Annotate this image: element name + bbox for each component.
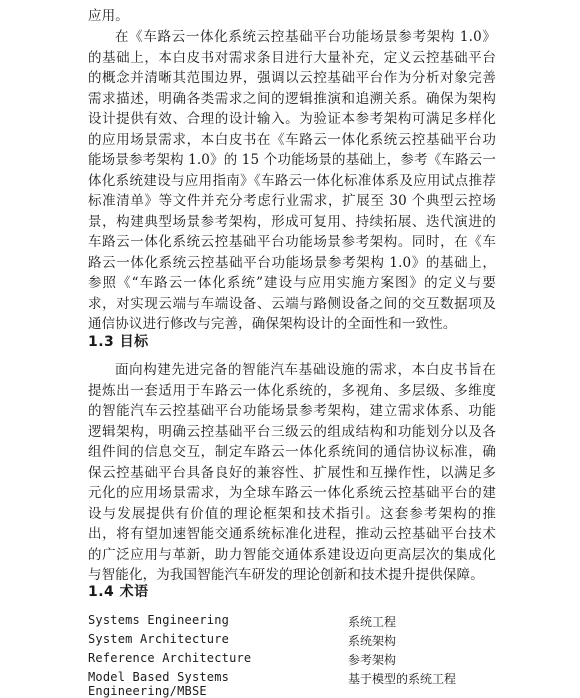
table-row <box>88 613 456 632</box>
terms-table <box>88 613 456 698</box>
section-heading-objectives: 1.3 目标 <box>88 334 149 350</box>
term-english: Model Based Systems Engineering/MBSE <box>88 670 230 698</box>
term-chinese: 系统工程 <box>348 615 397 629</box>
term-chinese: 基于模型的系统工程 <box>348 672 457 686</box>
term-english: System Architecture <box>88 632 230 646</box>
term-chinese: 系统架构 <box>348 634 397 648</box>
paragraph-tail: 应用。 <box>88 8 129 24</box>
section-heading-terms: 1.4 术语 <box>88 584 149 600</box>
table-row <box>88 651 456 670</box>
term-chinese: 参考架构 <box>348 653 397 667</box>
term-english: Reference Architecture <box>88 651 252 665</box>
term-english: Systems Engineering <box>88 613 230 627</box>
paragraph-objectives: 面向构建先进完备的智能汽车基础设施的需求，本白皮书旨在提炼出一套适用于车路云一体化系统的，多视角、多层级、多维度的智能汽车云控基础平台功能场景参考架构，建立需求体系、功能逻辑架构，明确云控基础平台三级云的组成结构和功能划分以及各组件间的信息交互，制定车路云一体化系统间的通信协议标准，确保云控基础平台具备良好的兼容性、扩展性和互操作性，以满足多元化的应用场景需求，为全球车路云一体化系统云控基础平台的建设与发展提供有价值的理论框架和技术指引。这套参考架构的推出，将有望加速智能交通系统标准化进程，推动云控基础平台技术的广泛应用与革新，助力智能交通体系建设迈向更高层次的集成化与智能化，为我国智能汽车研发的理论创新和技术提升提供保障。 <box>88 362 496 583</box>
paragraph-background: 在《车路云一体化系统云控基础平台功能场景参考架构 1.0》的基础上，本白皮书对需求条目进行大量补充，定义云控基础平台的概念并清晰其范围边界，强调以云控基础平台作为分析对象完善需求描述，明确各类需求之间的逻辑推演和追溯关系。确保为架构设计提供有效、合理的设计输入。为验证本参考架构可满足多样化的应用场景需求，本白皮书在《车路云一体化系统云控基础平台功能场景参考架构 1.0》的 15 个功能场景的基础上，参考《车路云一体化系统建设与应用指南》《车路云一体化标准体系及应用试点推荐标准清单》等文件并充分考虑行业需求，扩展至 30 个典型云控场景，构建典型场景参考架构，形成可复用、持续拓展、迭代演进的车路云一体化系统云控基础平台功能场景参考架构。同时，在《车路云一体化系统云控基础平台功能场景参考架构 1.0》的基础上，参照《“车路云一体化系统”建设与应用实施方案图》的定义与要求，对实现云端与车端设备、云端与路侧设备之间的交互数据项及通信协议进行修改与完善，确保架构设计的全面性和一致性。 <box>88 29 496 332</box>
table-row <box>88 632 456 651</box>
